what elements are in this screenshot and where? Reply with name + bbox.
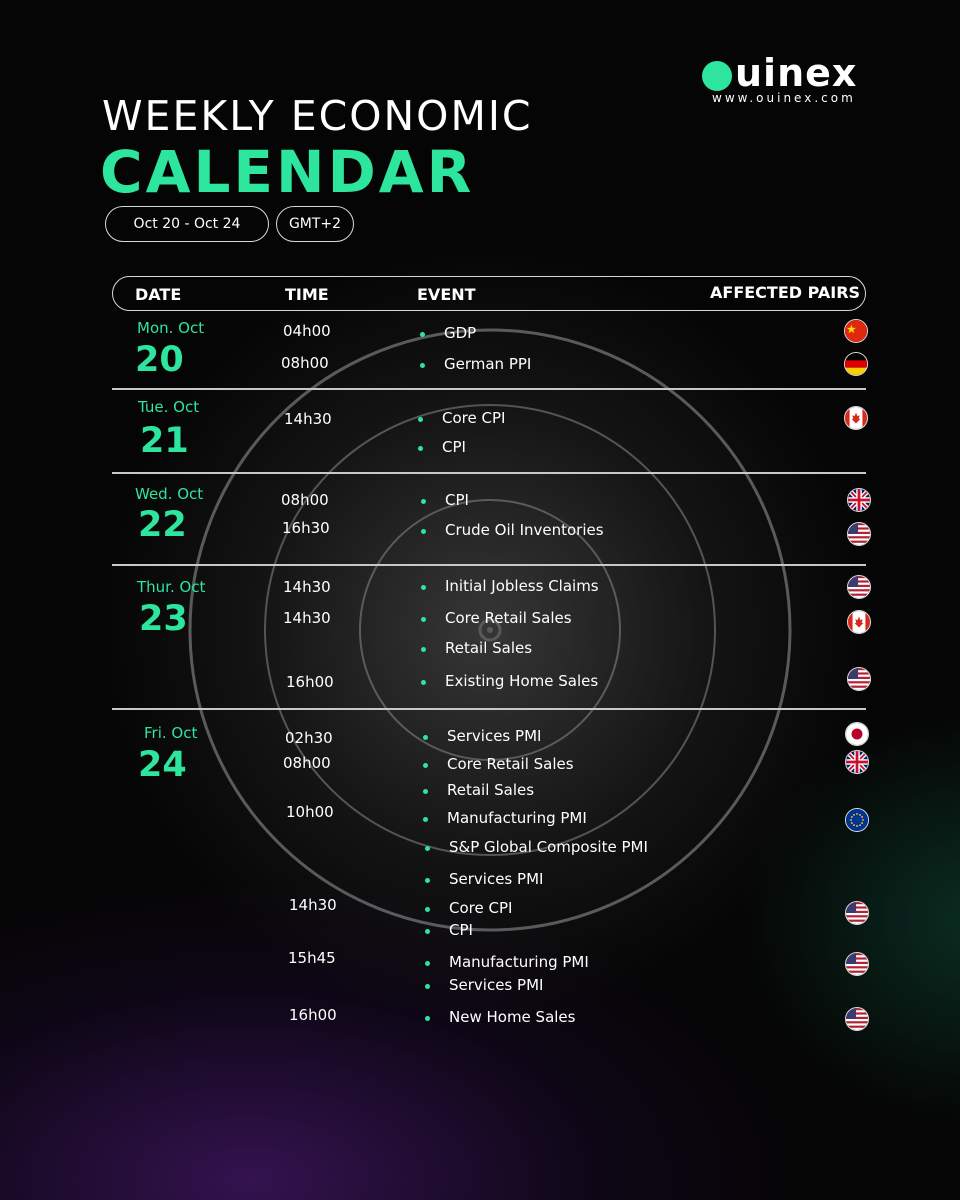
event-time: 02h30 (285, 729, 333, 747)
canada-flag-icon (844, 406, 868, 430)
event-time: 08h00 (283, 754, 331, 772)
event-name: Manufacturing PMI (447, 809, 587, 827)
japan-flag-icon (845, 722, 869, 746)
day-label: Tue. Oct (138, 398, 200, 416)
day-number: 21 (140, 421, 189, 461)
us-flag-icon (845, 952, 869, 976)
row-divider (112, 564, 866, 566)
event-name: Core Retail Sales (445, 609, 572, 627)
title-calendar: CALENDAR (100, 138, 475, 206)
event-time: 14h30 (284, 410, 332, 428)
event-time: 14h30 (289, 896, 337, 914)
us-flag-icon (845, 1007, 869, 1031)
event-name: Core CPI (442, 409, 506, 427)
event-name: Core Retail Sales (447, 755, 574, 773)
event-name: CPI (449, 921, 473, 939)
date-range-pill: Oct 20 - Oct 24 (105, 206, 269, 242)
eu-flag-icon (845, 808, 869, 832)
event-name: Existing Home Sales (445, 672, 599, 690)
event-name: Crude Oil Inventories (445, 521, 604, 539)
header-affected-pairs: AFFECTED PAIRS (710, 283, 861, 302)
us-flag-icon (845, 901, 869, 925)
day-label: Thur. Oct (137, 578, 206, 596)
event-time: 16h30 (282, 519, 330, 537)
germany-flag-icon (844, 352, 868, 376)
event-time: 04h00 (283, 322, 331, 340)
header-time: TIME (285, 285, 329, 304)
event-time: 08h00 (281, 354, 329, 372)
event-name: GDP (444, 324, 477, 342)
day-number: 22 (138, 505, 187, 545)
china-flag-icon (844, 319, 868, 343)
header-date: DATE (135, 285, 182, 304)
event-time: 16h00 (289, 1006, 337, 1024)
uk-flag-icon (845, 750, 869, 774)
event-name: Initial Jobless Claims (445, 577, 599, 595)
timezone-pill: GMT+2 (276, 206, 354, 242)
us-flag-icon (847, 667, 871, 691)
event-name: Core CPI (449, 899, 513, 917)
event-name: Retail Sales (445, 639, 533, 657)
header-event: EVENT (417, 285, 476, 304)
event-name: Manufacturing PMI (449, 953, 589, 971)
table-header (112, 276, 866, 311)
event-name: S&P Global Composite PMI (449, 838, 648, 856)
event-name: CPI (442, 438, 466, 456)
day-number: 20 (135, 340, 184, 380)
event-name: Services PMI (447, 727, 542, 745)
logo-wordmark: uinex (735, 51, 858, 95)
day-label: Wed. Oct (135, 485, 204, 503)
row-divider (112, 708, 866, 710)
event-name: Services PMI (449, 870, 544, 888)
uk-flag-icon (847, 488, 871, 512)
day-label: Mon. Oct (137, 319, 205, 337)
event-time: 14h30 (283, 609, 331, 627)
day-number: 23 (139, 599, 188, 639)
event-time: 15h45 (288, 949, 336, 967)
event-time: 08h00 (281, 491, 329, 509)
day-number: 24 (138, 745, 187, 785)
event-name: CPI (445, 491, 469, 509)
event-name: Retail Sales (447, 781, 535, 799)
event-time: 10h00 (286, 803, 334, 821)
event-name: Services PMI (449, 976, 544, 994)
us-flag-icon (847, 522, 871, 546)
canada-flag-icon (847, 610, 871, 634)
event-time: 16h00 (286, 673, 334, 691)
us-flag-icon (847, 575, 871, 599)
logo-url: www.ouinex.com (712, 91, 856, 105)
logo-dot-icon (702, 61, 732, 91)
row-divider (112, 472, 866, 474)
event-name: German PPI (444, 355, 532, 373)
row-divider (112, 388, 866, 390)
day-label: Fri. Oct (144, 724, 198, 742)
title-weekly-economic: WEEKLY ECONOMIC (102, 92, 533, 140)
event-name: New Home Sales (449, 1008, 576, 1026)
event-time: 14h30 (283, 578, 331, 596)
